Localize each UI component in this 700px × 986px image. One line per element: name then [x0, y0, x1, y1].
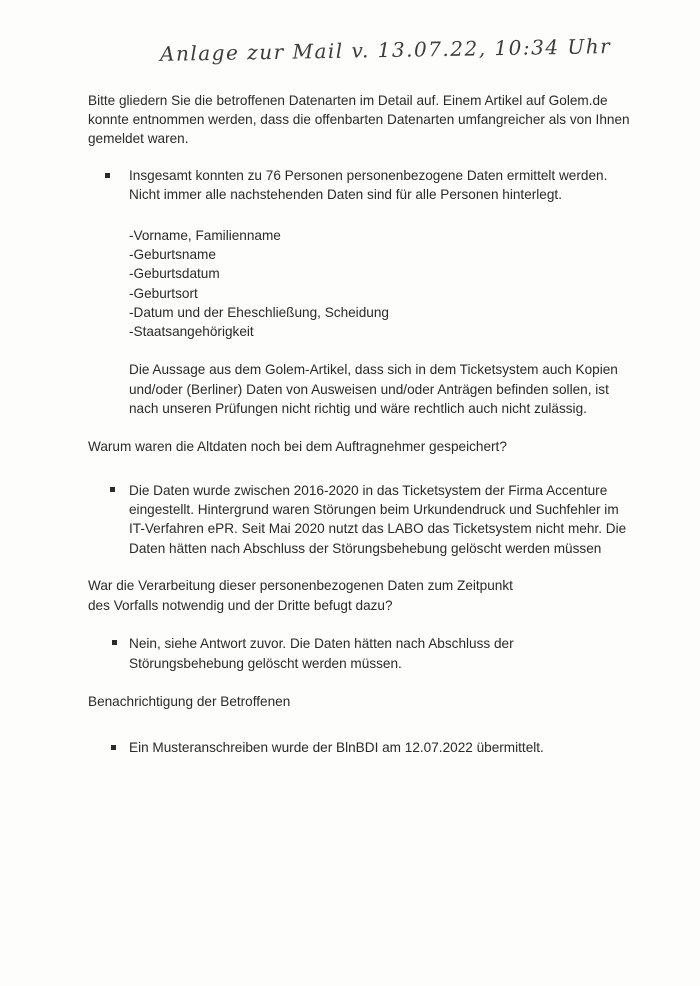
data-type-item: -Geburtsdatum [129, 266, 220, 281]
answer-1-statement-line-1: Die Aussage aus dem Golem-Artikel, dass sich in dem Ticketsystem auch Kopien [129, 362, 618, 377]
answer-3-line-1: Nein, siehe Antwort zuvor. Die Daten hätten nach Abschluss der [129, 636, 514, 651]
answer-2-line-1: Die Daten wurde zwischen 2016-2020 in das Ticketsystem der Firma Accenture [129, 483, 608, 498]
data-type-item: -Vorname, Familienname [129, 228, 281, 243]
answer-1-intro-line-1: Insgesamt konnten zu 76 Personen personenbezogene Daten ermittelt werden. [129, 168, 608, 183]
bullet-marker-2 [110, 487, 115, 492]
data-type-item: -Geburtsort [129, 286, 198, 301]
answer-2-line-3: IT-Verfahren ePR. Seit Mai 2020 nutzt das LABO das Ticketsystem nicht mehr. Die [129, 521, 627, 536]
question-4: Benachrichtigung der Betroffenen [88, 694, 291, 709]
data-type-item: -Geburtsname [129, 247, 216, 262]
question-1-line-2: konnte entnommen werden, dass die offenbarten Datenarten umfangreicher als von Ihnen [88, 112, 630, 127]
question-2: Warum waren die Altdaten noch bei dem Auftragnehmer gespeichert? [88, 439, 507, 454]
question-3-line-1: War die Verarbeitung dieser personenbezogenen Daten zum Zeitpunkt [88, 578, 513, 593]
bullet-marker-4 [111, 745, 116, 750]
question-3-line-2: des Vorfalls notwendig und der Dritte befugt dazu? [88, 598, 393, 613]
answer-1-statement-line-2: und/oder (Berliner) Daten von Ausweisen und/oder Anträgen befinden sollen, ist [129, 382, 609, 397]
answer-1-intro-line-2: Nicht immer alle nachstehenden Daten sind für alle Personen hinterlegt. [129, 187, 562, 202]
answer-2-line-2: eingestellt. Hintergrund waren Störungen beim Urkundendruck und Suchfehler im [129, 502, 619, 517]
handwritten-annotation: Anlage zur Mail v. 13.07.22, 10:34 Uhr [159, 34, 612, 66]
bullet-marker-1 [105, 173, 110, 178]
answer-1-statement-line-3: nach unseren Prüfungen nicht richtig und wäre rechtlich auch nicht zulässig. [129, 401, 587, 416]
answer-3-line-2: Störungsbehebung gelöscht werden müssen. [129, 656, 402, 671]
answer-2-line-4: Daten hätten nach Abschluss der Störungsbehebung gelöscht werden müssen [129, 541, 602, 556]
answer-4-line: Ein Musteranschreiben wurde der BlnBDI am 12.07.2022 übermittelt. [129, 740, 544, 755]
data-type-item: -Datum und der Eheschließung, Scheidung [129, 305, 389, 320]
data-type-item: -Staatsangehörigkeit [129, 324, 254, 339]
question-1-line-3: gemeldet waren. [88, 131, 189, 146]
question-1-line-1: Bitte gliedern Sie die betroffenen Datenarten im Detail auf. Einem Artikel auf Golem.de [88, 93, 608, 108]
bullet-marker-3 [112, 640, 117, 645]
